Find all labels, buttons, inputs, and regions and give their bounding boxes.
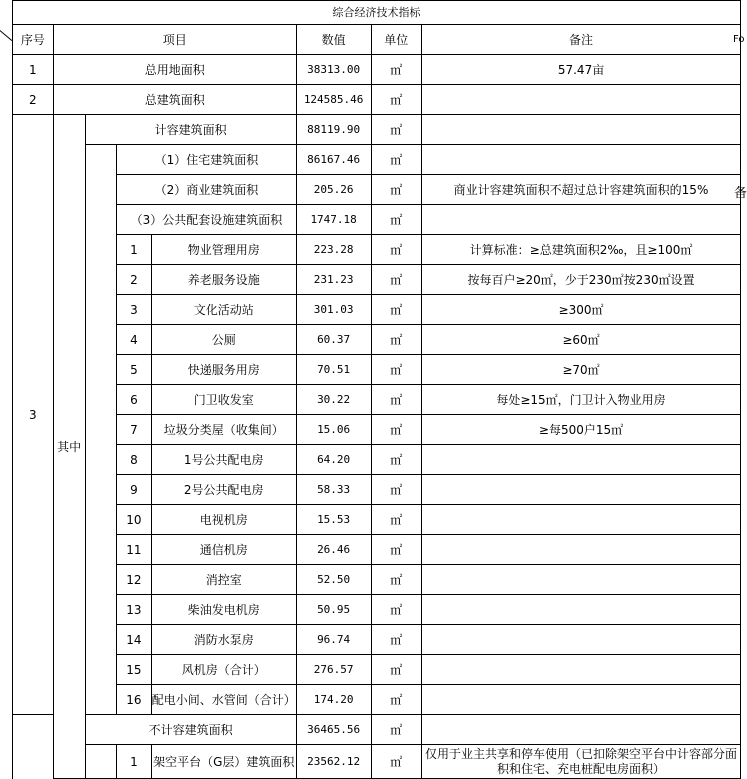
row-item: （1）住宅建筑面积 <box>117 145 297 175</box>
row-note <box>422 85 741 115</box>
row-no: 15 <box>117 655 152 685</box>
row-note <box>422 565 741 595</box>
row-note <box>422 655 741 685</box>
row-item: 1号公共配电房 <box>151 445 296 475</box>
row-item: 计容建筑面积 <box>85 115 296 145</box>
table-row <box>13 265 741 295</box>
row-seq-group: 3 <box>13 115 54 715</box>
row-item: 电视机房 <box>151 505 296 535</box>
table-row <box>13 385 741 415</box>
row-unit: ㎡ <box>371 625 422 655</box>
row-no: 6 <box>117 385 152 415</box>
table-row <box>13 325 741 355</box>
row-item: 垃圾分类屋（收集间） <box>151 415 296 445</box>
header-row <box>13 25 741 55</box>
row-note: 按每百户≥20㎡，少于230㎡按230㎡设置 <box>422 265 741 295</box>
row-no: 2 <box>117 265 152 295</box>
row-value: 30.22 <box>296 385 371 415</box>
row-unit: ㎡ <box>371 745 422 779</box>
table-row <box>13 655 741 685</box>
edge-fragment-right-top: Fo <box>733 34 745 45</box>
row-value: 1747.18 <box>296 205 371 235</box>
row-no: 7 <box>117 415 152 445</box>
header-note: 备注 <box>422 25 741 55</box>
row-item: （3）公共配套设施建筑面积 <box>117 205 297 235</box>
row-note: ≥300㎡ <box>422 295 741 325</box>
row-unit: ㎡ <box>371 655 422 685</box>
table-row <box>13 715 741 745</box>
row-note: ≥60㎡ <box>422 325 741 355</box>
table-row <box>13 205 741 235</box>
row-note <box>422 205 741 235</box>
header-item: 项目 <box>53 25 296 55</box>
group-label-qizhong: 其中 <box>53 115 85 779</box>
row-value: 88119.90 <box>296 115 371 145</box>
row-unit: ㎡ <box>371 205 422 235</box>
row-note <box>422 445 741 475</box>
row-unit: ㎡ <box>371 325 422 355</box>
row-unit: ㎡ <box>371 265 422 295</box>
row-unit: ㎡ <box>371 355 422 385</box>
row-unit: ㎡ <box>371 715 422 745</box>
row-value: 64.20 <box>296 445 371 475</box>
row-no: 4 <box>117 325 152 355</box>
row-item: 快递服务用房 <box>151 355 296 385</box>
row-item: 消防水泵房 <box>151 625 296 655</box>
row-note <box>422 145 741 175</box>
table-title-row <box>13 1 741 25</box>
row-no: 13 <box>117 595 152 625</box>
table-row <box>13 235 741 265</box>
table-title: 综合经济技术指标 <box>13 1 741 25</box>
row-unit: ㎡ <box>371 175 422 205</box>
table-row <box>13 595 741 625</box>
row-value: 96.74 <box>296 625 371 655</box>
table-row <box>13 475 741 505</box>
row-unit: ㎡ <box>371 385 422 415</box>
row-value: 50.95 <box>296 595 371 625</box>
row-unit: ㎡ <box>371 475 422 505</box>
row-no: 12 <box>117 565 152 595</box>
row-unit: ㎡ <box>371 445 422 475</box>
row-note: ≥70㎡ <box>422 355 741 385</box>
row-item: 柴油发电机房 <box>151 595 296 625</box>
row-seq: 2 <box>13 85 54 115</box>
row-unit: ㎡ <box>371 235 422 265</box>
row-no: 8 <box>117 445 152 475</box>
row-no: 16 <box>117 685 152 715</box>
row-unit: ㎡ <box>371 145 422 175</box>
subgroup-spacer <box>85 745 116 779</box>
row-item: 2号公共配电房 <box>151 475 296 505</box>
row-unit: ㎡ <box>371 535 422 565</box>
row-unit: ㎡ <box>371 685 422 715</box>
row-note <box>422 595 741 625</box>
table-row <box>13 175 741 205</box>
row-item: 配电小间、水管间（合计） <box>151 685 296 715</box>
row-value: 86167.46 <box>296 145 371 175</box>
row-seq-empty <box>13 715 54 779</box>
row-value: 276.57 <box>296 655 371 685</box>
row-item: （2）商业建筑面积 <box>117 175 297 205</box>
edge-diagonal-line <box>0 30 12 41</box>
row-seq: 1 <box>13 55 54 85</box>
edge-fragment-right-mid: 备 <box>734 186 747 201</box>
row-value: 301.03 <box>296 295 371 325</box>
header-unit: 单位 <box>371 25 422 55</box>
row-no: 1 <box>117 235 152 265</box>
row-note <box>422 625 741 655</box>
row-item: 公厕 <box>151 325 296 355</box>
row-note: 计算标准：≥总建筑面积2‰，且≥100㎡ <box>422 235 741 265</box>
row-note: ≥每500户15㎡ <box>422 415 741 445</box>
row-no: 10 <box>117 505 152 535</box>
row-note <box>422 715 741 745</box>
table-row <box>13 355 741 385</box>
table-row <box>13 295 741 325</box>
row-unit: ㎡ <box>371 295 422 325</box>
row-item: 通信机房 <box>151 535 296 565</box>
row-note <box>422 505 741 535</box>
row-value: 60.37 <box>296 325 371 355</box>
table-row <box>13 445 741 475</box>
row-unit: ㎡ <box>371 505 422 535</box>
row-item: 文化活动站 <box>151 295 296 325</box>
row-value: 205.26 <box>296 175 371 205</box>
table-row <box>13 685 741 715</box>
header-value: 数值 <box>296 25 371 55</box>
row-item: 总建筑面积 <box>53 85 296 115</box>
header-seq: 序号 <box>13 25 54 55</box>
row-no: 1 <box>117 745 152 779</box>
row-value: 15.06 <box>296 415 371 445</box>
row-no: 3 <box>117 295 152 325</box>
table-row <box>13 55 741 85</box>
table-row <box>13 505 741 535</box>
row-item: 不计容建筑面积 <box>85 715 296 745</box>
row-unit: ㎡ <box>371 595 422 625</box>
row-note <box>422 685 741 715</box>
row-unit: ㎡ <box>371 85 422 115</box>
table-row <box>13 115 741 145</box>
table-row <box>13 535 741 565</box>
row-value: 36465.56 <box>296 715 371 745</box>
row-value: 15.53 <box>296 505 371 535</box>
row-note: 每处≥15㎡，门卫计入物业用房 <box>422 385 741 415</box>
economic-indicators-table <box>12 0 741 779</box>
row-value: 23562.12 <box>296 745 371 779</box>
row-value: 124585.46 <box>296 85 371 115</box>
row-note <box>422 475 741 505</box>
row-no: 9 <box>117 475 152 505</box>
row-note <box>422 115 741 145</box>
row-value: 58.33 <box>296 475 371 505</box>
subgroup-spacer <box>85 145 116 715</box>
row-item: 消控室 <box>151 565 296 595</box>
table-row <box>13 85 741 115</box>
row-value: 223.28 <box>296 235 371 265</box>
row-value: 231.23 <box>296 265 371 295</box>
row-item: 风机房（合计） <box>151 655 296 685</box>
row-item: 总用地面积 <box>53 55 296 85</box>
row-note: 商业计容建筑面积不超过总计容建筑面积的15% <box>422 175 741 205</box>
row-item: 架空平台（G层）建筑面积 <box>151 745 296 779</box>
row-value: 52.50 <box>296 565 371 595</box>
row-no: 14 <box>117 625 152 655</box>
table-row <box>13 625 741 655</box>
row-no: 5 <box>117 355 152 385</box>
row-value: 174.20 <box>296 685 371 715</box>
row-unit: ㎡ <box>371 115 422 145</box>
row-unit: ㎡ <box>371 565 422 595</box>
row-unit: ㎡ <box>371 55 422 85</box>
table-row <box>13 565 741 595</box>
row-value: 26.46 <box>296 535 371 565</box>
row-note: 仅用于业主共享和停车使用（已扣除架空平台中计容部分面积和住宅、充电桩配电房面积） <box>422 745 741 779</box>
row-item: 门卫收发室 <box>151 385 296 415</box>
row-unit: ㎡ <box>371 415 422 445</box>
row-note <box>422 535 741 565</box>
row-value: 70.51 <box>296 355 371 385</box>
row-value: 38313.00 <box>296 55 371 85</box>
table-row <box>13 745 741 779</box>
table-row <box>13 145 741 175</box>
row-note: 57.47亩 <box>422 55 741 85</box>
row-item: 物业管理用房 <box>151 235 296 265</box>
row-item: 养老服务设施 <box>151 265 296 295</box>
table-row <box>13 415 741 445</box>
row-no: 11 <box>117 535 152 565</box>
